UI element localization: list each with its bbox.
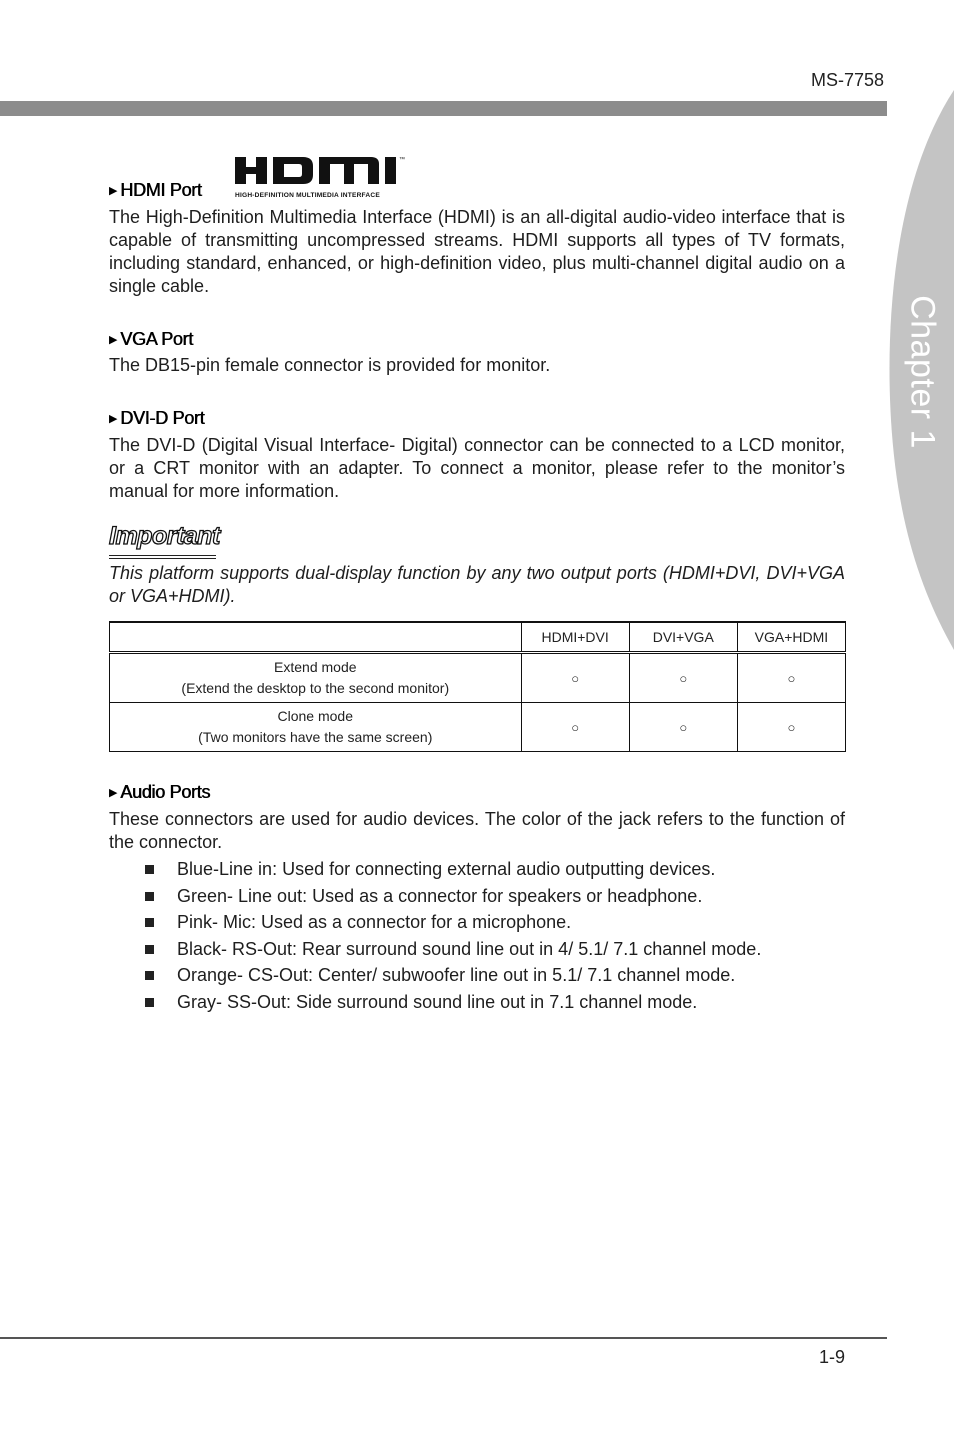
mode-description: (Extend the desktop to the second monitor) [181,680,450,696]
important-note: This platform supports dual-display function by any two output ports (HDMI+DVI, DVI+VGA or VGA+HDMI). [109,563,845,606]
support-circle-icon: ○ [521,703,629,752]
table-header-cell: HDMI+DVI [521,622,629,653]
mode-description: (Two monitors have the same screen) [198,729,433,745]
page-number: 1-9 [818,1347,845,1367]
table-header-cell [110,622,522,653]
table-header-row [110,622,846,653]
hdmi-logo-image [233,154,413,200]
header-bar [0,101,887,116]
footer-rule [0,1337,887,1339]
support-circle-icon: ○ [737,703,845,752]
audio-heading-text: Audio Ports [120,782,210,802]
support-circle-icon: ○ [629,703,737,752]
chapter-tab-label: Chapter 1 [903,295,942,449]
hdmi-logo [233,154,413,205]
dvi-heading [109,408,204,429]
support-circle-icon: ○ [737,653,845,703]
support-circle-icon: ○ [629,653,737,703]
important-heading: Important [109,522,220,550]
mode-name: Extend mode [274,659,357,675]
list-item: Gray- SS-Out: Side surround sound line out in 7.1 channel mode. [145,989,865,1016]
vga-heading [109,329,193,350]
mode-name: Clone mode [277,708,354,724]
triangle-bullet-icon: ▶ [109,413,118,425]
hdmi-description: The High-Definition Multimedia Interface (HDMI) is an all-digital audio-video interface that is capable of transmitting uncompressed streams. HDMI supports all types of TV formats, including standard, enhanced, or high-definition video, plus multi-channel digital audio on a single cable. [109,207,845,296]
list-item: Orange- CS-Out: Center/ subwoofer line out in 5.1/ 7.1 channel mode. [145,962,865,989]
audio-jack-list [145,856,865,1015]
table-header-cell: VGA+HDMI [737,622,845,653]
table-header-cell: DVI+VGA [629,622,737,653]
vga-heading-text: VGA Port [120,329,193,349]
mode-cell [110,653,522,703]
dvi-heading-text: DVI-D Port [120,408,205,428]
table-row [110,653,846,703]
triangle-bullet-icon: ▶ [109,185,118,197]
hdmi-heading [109,180,201,201]
vga-description: The DB15-pin female connector is provided for monitor. [109,355,551,375]
hdmi-heading-text: HDMI Port [120,180,202,200]
list-item: Black- RS-Out: Rear surround sound line out in 4/ 5.1/ 7.1 channel mode. [145,936,865,963]
hdmi-tagline: HIGH-DEFINITION MULTIMEDIA INTERFACE [235,192,380,199]
display-modes-table [109,621,846,752]
triangle-bullet-icon: ▶ [109,787,118,799]
model-number: MS-7758 [810,70,884,90]
audio-description: These connectors are used for audio devices. The color of the jack refers to the function of the connector. [109,809,845,852]
mode-cell [110,703,522,752]
dvi-description: The DVI-D (Digital Visual Interface- Digital) connector can be connected to a LCD monitor, or a CRT monitor with an adapter. To connect a monitor, please refer to the monitor’s manual for more information. [109,435,845,501]
triangle-bullet-icon: ▶ [109,334,118,346]
support-circle-icon: ○ [521,653,629,703]
list-item: Pink- Mic: Used as a connector for a microphone. [145,909,865,936]
audio-heading [109,782,210,803]
hdmi-tm: ™ [399,157,405,163]
list-item: Blue-Line in: Used for connecting external audio outputting devices. [145,856,865,883]
list-item: Green- Line out: Used as a connector for speakers or headphone. [145,883,865,910]
important-underline [109,555,216,559]
table-row [110,703,846,752]
